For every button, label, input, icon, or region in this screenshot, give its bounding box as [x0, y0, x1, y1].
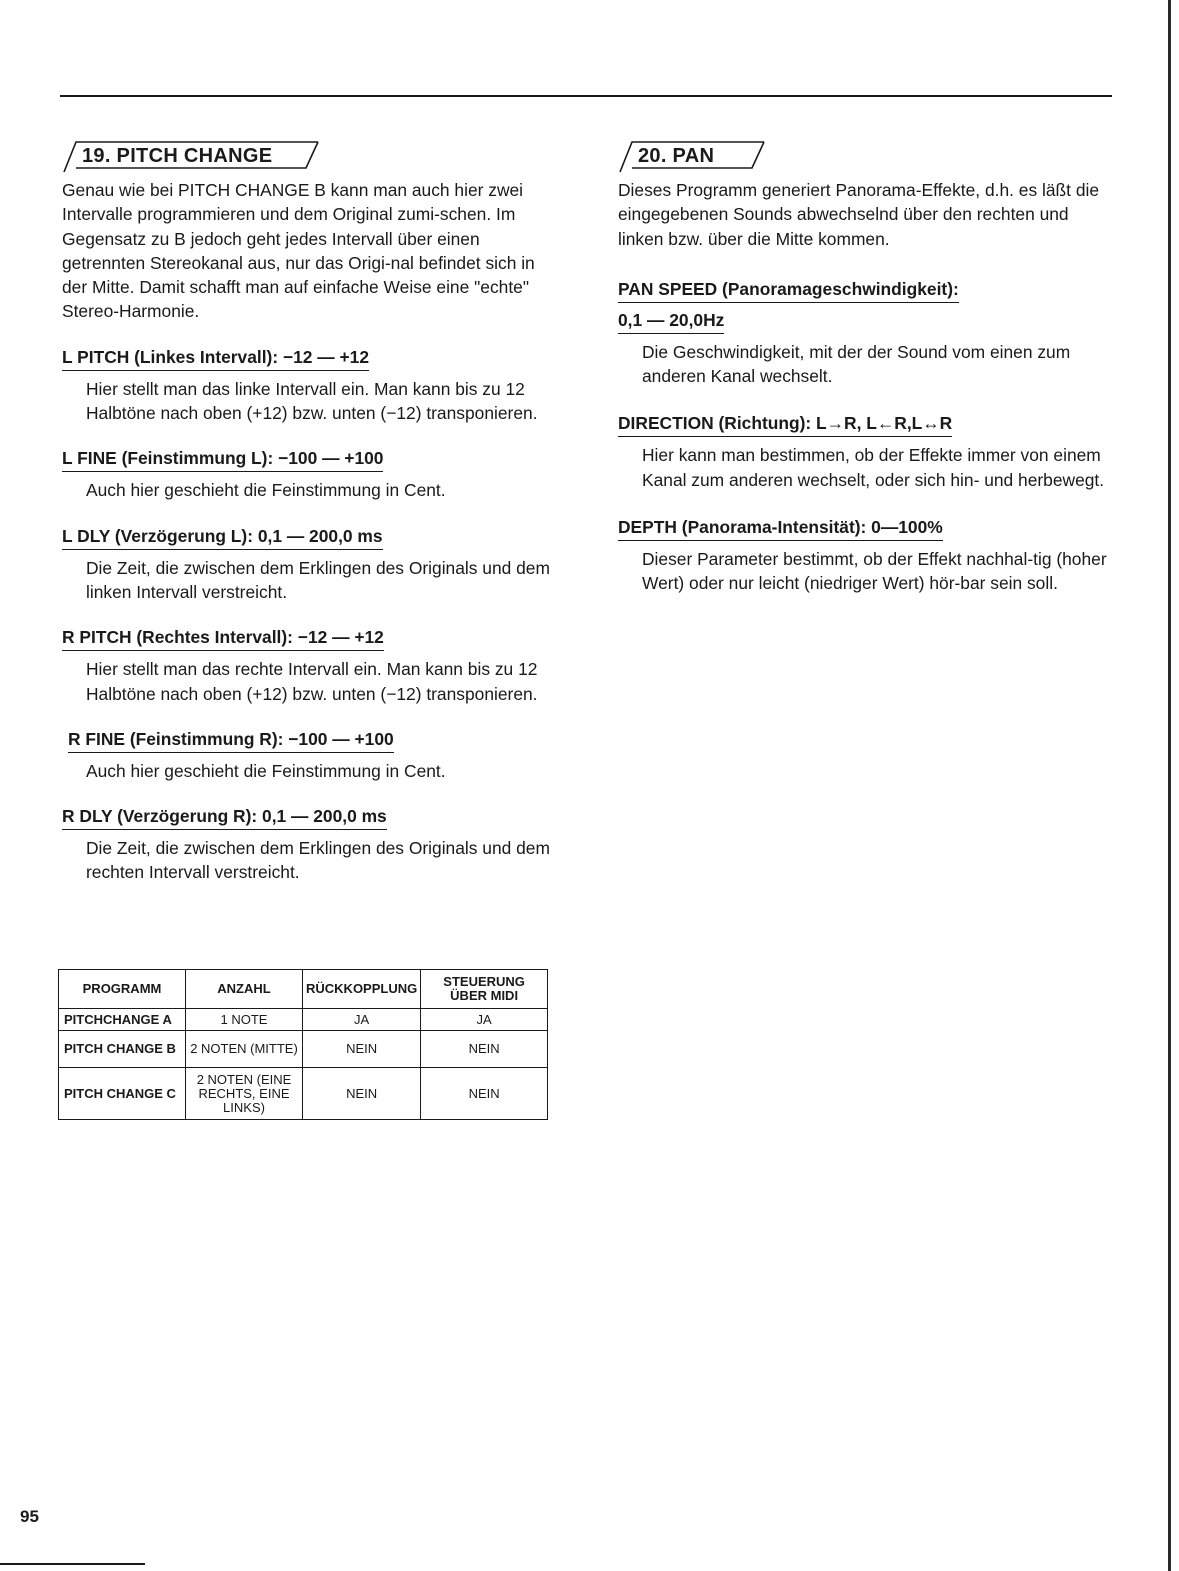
table-cell: NEIN: [303, 1068, 421, 1120]
table-header: RÜCKKOPPLUNG: [303, 970, 421, 1009]
param-l-dly: [62, 525, 554, 605]
param-pan-speed: [618, 278, 1112, 389]
param-description: Hier stellt man das rechte Intervall ein. Man kann bis zu 12 Halbtöne nach oben (+12) bzw. unten (−12) transponieren.: [86, 659, 538, 704]
program-table: [58, 969, 548, 1120]
section-title-text: 20. PAN: [638, 145, 715, 167]
left-column: [62, 138, 554, 885]
param-r-pitch: [62, 626, 554, 706]
param-direction: [618, 412, 1112, 492]
table-cell: NEIN: [303, 1031, 421, 1068]
table-cell: PITCH CHANGE C: [59, 1068, 186, 1120]
table-cell: NEIN: [421, 1031, 548, 1068]
param-heading: DEPTH (Panorama-Intensität): 0—100%: [618, 516, 943, 541]
param-heading: R FINE (Feinstimmung R): −100 — +100: [68, 728, 394, 753]
table-cell: PITCHCHANGE A: [59, 1009, 186, 1031]
param-l-pitch: [62, 346, 554, 426]
param-heading: L DLY (Verzögerung L): 0,1 — 200,0 ms: [62, 525, 383, 550]
param-depth: [618, 516, 1112, 596]
param-heading: L FINE (Feinstimmung L): −100 — +100: [62, 447, 383, 472]
table-cell: 1 NOTE: [186, 1009, 303, 1031]
table-cell: 2 NOTEN (EINE RECHTS, EINE LINKS): [186, 1068, 303, 1120]
param-heading: PAN SPEED (Panoramageschwindigkeit):: [618, 278, 959, 303]
table-header-row: [59, 970, 548, 1009]
table-row: [59, 1031, 548, 1068]
param-description: Hier stellt man das linke Intervall ein. Man kann bis zu 12 Halbtöne nach oben (+12) bzw. unten (−12) transponieren.: [86, 378, 538, 424]
param-heading: L PITCH (Linkes Intervall): −12 — +12: [62, 346, 369, 371]
bottom-rule: [0, 1563, 145, 1565]
param-range: 0,1 — 20,0Hz: [618, 309, 724, 334]
table-cell: PITCH CHANGE B: [59, 1031, 186, 1068]
param-description: Auch hier geschieht die Feinstimmung in Cent.: [86, 480, 446, 501]
param-description: Die Zeit, die zwischen dem Erklingen des Originals und dem rechten Intervall verstreicht.: [86, 838, 550, 883]
table-cell: 2 NOTEN (MITTE): [186, 1031, 303, 1068]
param-heading: R PITCH (Rechtes Intervall): −12 — +12: [62, 626, 384, 651]
table-header: STEUERUNG ÜBER MIDI: [421, 970, 548, 1009]
section-title-text: 19. PITCH CHANGE: [82, 145, 273, 167]
param-description: Hier kann man bestimmen, ob der Effekte immer von einem Kanal zum anderen wechselt, oder sich hin- und herbewegt.: [642, 445, 1105, 490]
section-title-pan: [618, 138, 1112, 176]
param-r-fine: [68, 728, 554, 783]
intro-paragraph: Dieses Programm generiert Panorama-Effekte, d.h. es läßt die eingegebenen Sounds abwechselnd über den rechten und linken bzw. über die Mitte kommen.: [618, 180, 1100, 249]
param-description: Die Zeit, die zwischen dem Erklingen des Originals und dem linken Intervall verstreicht.: [86, 557, 550, 602]
table-cell: NEIN: [421, 1068, 548, 1120]
param-l-fine: [62, 447, 554, 502]
table-row: [59, 1068, 548, 1120]
page-number: 95: [20, 1507, 39, 1526]
right-column: [618, 138, 1112, 596]
table-cell: JA: [421, 1009, 548, 1031]
param-r-dly: [62, 805, 554, 885]
table-header: PROGRAMM: [59, 970, 186, 1009]
page-edge: [1168, 0, 1171, 1571]
table-cell: JA: [303, 1009, 421, 1031]
intro-paragraph: Genau wie bei PITCH CHANGE B kann man auch hier zwei Intervalle programmieren und dem Original zumi-schen. Im Gegensatz zu B jedoch geht jedes Intervall über einen getrennten Stereokanal aus, nur das Origi-nal befindet sich in der Mitte. Damit schafft man auf einfache Weise eine "echte" Stereo-Harmonie.: [62, 180, 535, 322]
param-description: Auch hier geschieht die Feinstimmung in Cent.: [86, 760, 446, 781]
top-rule: [60, 95, 1112, 97]
section-title-pitch-change: [62, 138, 554, 176]
table-header: ANZAHL: [186, 970, 303, 1009]
param-heading: DIRECTION (Richtung): L→R, L←R,L↔R: [618, 412, 952, 437]
param-description: Dieser Parameter bestimmt, ob der Effekt nachhal-tig (hoher Wert) oder nur leicht (niedriger Wert) hör-bar sein soll.: [642, 549, 1107, 594]
table-row: [59, 1009, 548, 1031]
param-heading: R DLY (Verzögerung R): 0,1 — 200,0 ms: [62, 805, 387, 830]
param-description: Die Geschwindigkeit, mit der der Sound vom einen zum anderen Kanal wechselt.: [642, 341, 1071, 387]
